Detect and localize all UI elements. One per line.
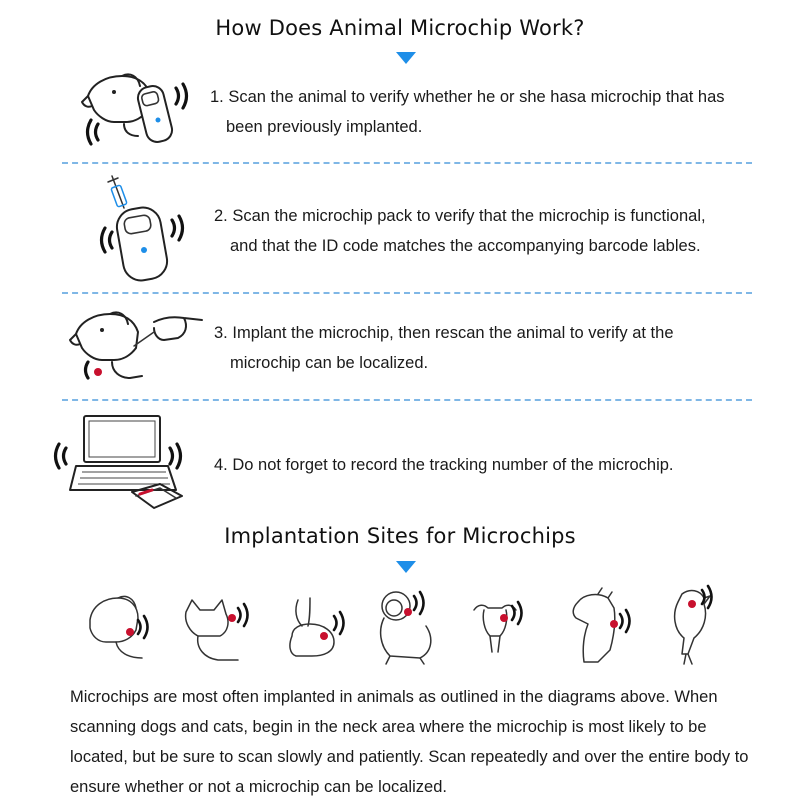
step-1-line-2: been previously implanted. xyxy=(226,118,423,136)
laptop-book-icon xyxy=(56,412,192,518)
down-arrow-icon xyxy=(396,52,416,64)
dashed-divider xyxy=(62,399,752,401)
section-title-implantation-sites: Implantation Sites for Microchips xyxy=(224,524,576,548)
horse-icon xyxy=(564,588,644,668)
dashed-divider xyxy=(62,162,752,164)
cat-icon xyxy=(178,596,258,666)
step-4-line-1: Do not forget to record the tracking number of the microchip. xyxy=(232,456,674,474)
step-1-text xyxy=(210,82,725,142)
monkey-icon xyxy=(370,586,454,666)
cow-icon xyxy=(468,596,538,666)
step-2-text xyxy=(214,201,706,261)
dog-implant-icon xyxy=(68,300,214,392)
step-1-line-1: Scan the animal to verify whether he or she hasa microchip that has xyxy=(228,88,725,106)
explanation-paragraph: Microchips are most often implanted in animals as outlined in the diagrams above. When scanning dogs and cats, begin in the neck area where the microchip is most likely to be located, but be sure to scan slowly and patiently. Scan repeatedly and over the entire body to ensure whether or not a microchip can be localized. xyxy=(70,688,749,796)
step-2-number: 2. xyxy=(214,207,228,225)
step-1-number: 1. xyxy=(210,88,224,106)
rabbit-icon xyxy=(280,592,360,664)
step-3-number: 3. xyxy=(214,324,228,342)
dog-scanner-icon xyxy=(78,66,190,156)
bird-icon xyxy=(664,584,736,666)
dashed-divider xyxy=(62,292,752,294)
step-4-number: 4. xyxy=(214,456,228,474)
step-2-line-1: Scan the microchip pack to verify that the microchip is functional, xyxy=(232,207,706,225)
section-title-how-it-works: How Does Animal Microchip Work? xyxy=(215,16,585,40)
step-2-line-2: and that the ID code matches the accompanying barcode lables. xyxy=(230,237,701,255)
step-4-text xyxy=(214,450,674,480)
step-3-line-2: microchip can be localized. xyxy=(230,354,429,372)
dog-icon xyxy=(80,590,166,664)
step-3-text xyxy=(214,318,674,378)
syringe-scanner-icon xyxy=(98,168,198,286)
step-3-line-1: Implant the microchip, then rescan the animal to verify at the xyxy=(232,324,674,342)
down-arrow-icon xyxy=(396,561,416,573)
